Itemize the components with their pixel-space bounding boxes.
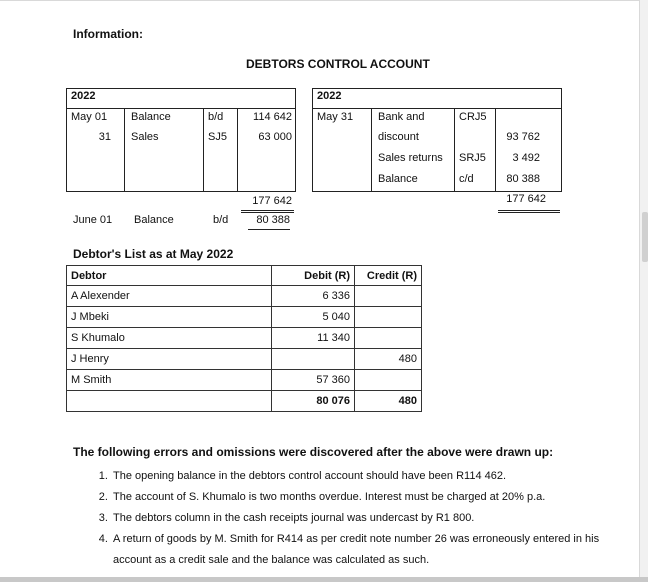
ledger-debit-amount: 63 000 [258, 131, 292, 143]
errors-list [73, 466, 631, 571]
debtor-debit: 57 360 [272, 370, 355, 391]
ledger-credit-folio: c/d [459, 173, 474, 185]
ledger-carry-details: Balance [134, 214, 174, 226]
ledger-credit-folio: SRJ5 [459, 152, 486, 164]
error-item: 2. The account of S. Khumalo is two months overdue. Interest must be charged at 20% p.a. [111, 487, 631, 508]
debtor-name: A Alexender [67, 286, 272, 307]
ledger-carry-month: June 01 [73, 214, 113, 226]
table-row [67, 307, 422, 328]
ledger-credit-amount: 80 388 [506, 173, 540, 185]
debtors-list-table [66, 265, 422, 412]
total-underline [241, 210, 294, 211]
ledger-carry-amount: 80 388 [256, 214, 290, 226]
scrollbar-thumb[interactable] [642, 212, 648, 262]
ledger-debit-total: 177 642 [252, 195, 292, 207]
debtor-debit: 11 340 [272, 328, 355, 349]
table-row [67, 370, 422, 391]
debtors-list-title: Debtor's List as at May 2022 [73, 247, 234, 261]
debtor-name: J Henry [67, 349, 272, 370]
table-row [67, 286, 422, 307]
debtor-credit [355, 286, 422, 307]
error-item: 1. The opening balance in the debtors control account should have been R114 462. [111, 466, 631, 487]
header-debit: Debit (R) [272, 266, 355, 286]
ledger-credit-details: Balance [378, 173, 418, 185]
ledger-credit-details: Sales returns [378, 152, 443, 164]
ledger-debit-details: Sales [131, 131, 159, 143]
ledger-credit-year: 2022 [317, 90, 342, 102]
ledger-credit-month: May 31 [317, 111, 354, 123]
ledger-debit-amount: 114 642 [253, 111, 292, 123]
debtor-debit: 5 040 [272, 307, 355, 328]
debtor-credit: 480 [355, 349, 422, 370]
debtor-debit [272, 349, 355, 370]
scrollbar-track[interactable] [640, 0, 648, 578]
ledger-carry-folio: b/d [213, 214, 229, 226]
table-row [67, 349, 422, 370]
page-border-bottom [0, 577, 648, 582]
ledger-debit-folio: b/d [208, 111, 224, 123]
totals-label [67, 391, 272, 412]
header-debtor: Debtor [67, 266, 272, 286]
debtor-name: S Khumalo [67, 328, 272, 349]
ledger-debit-year: 2022 [71, 90, 96, 102]
page-border-top [0, 0, 640, 1]
debtor-name: M Smith [67, 370, 272, 391]
debtor-debit: 6 336 [272, 286, 355, 307]
debtor-credit [355, 328, 422, 349]
ledger-debit-folio: SJ5 [208, 131, 227, 143]
total-underline [498, 210, 560, 211]
total-underline [498, 212, 560, 213]
error-item: 4. A return of goods by M. Smith for R414 as per credit note number 26 was erroneously entered in his account as a credit sale and the balance was calculated as such. [111, 529, 631, 571]
header-credit: Credit (R) [355, 266, 422, 286]
ledger-credit-amount: 3 492 [512, 152, 540, 164]
debtor-credit [355, 307, 422, 328]
total-underline [241, 212, 294, 213]
debtor-credit [355, 370, 422, 391]
ledger-debit-month: 31 [98, 131, 111, 143]
ledger-credit-details: Bank and [378, 111, 425, 123]
totals-credit: 480 [355, 391, 422, 412]
error-item: 3. The debtors column in the cash receipts journal was undercast by R1 800. [111, 508, 631, 529]
ledger-credit-total: 177 642 [506, 193, 546, 205]
ledger-debit-details: Balance [131, 111, 171, 123]
info-label: Information: [73, 27, 143, 41]
carry-underline [248, 229, 290, 230]
table-totals-row [67, 391, 422, 412]
ledger-credit-details: discount [378, 131, 419, 143]
ledger-credit-folio: CRJ5 [459, 111, 487, 123]
debtor-name: J Mbeki [67, 307, 272, 328]
errors-intro: The following errors and omissions were discovered after the above were drawn up: [73, 445, 554, 459]
totals-debit: 80 076 [272, 391, 355, 412]
table-header-row [67, 266, 422, 286]
table-row [67, 328, 422, 349]
ledger-debit-month: May 01 [71, 111, 108, 123]
ledger-credit-amount: 93 762 [506, 131, 540, 143]
ledger-title: DEBTORS CONTROL ACCOUNT [246, 57, 430, 71]
